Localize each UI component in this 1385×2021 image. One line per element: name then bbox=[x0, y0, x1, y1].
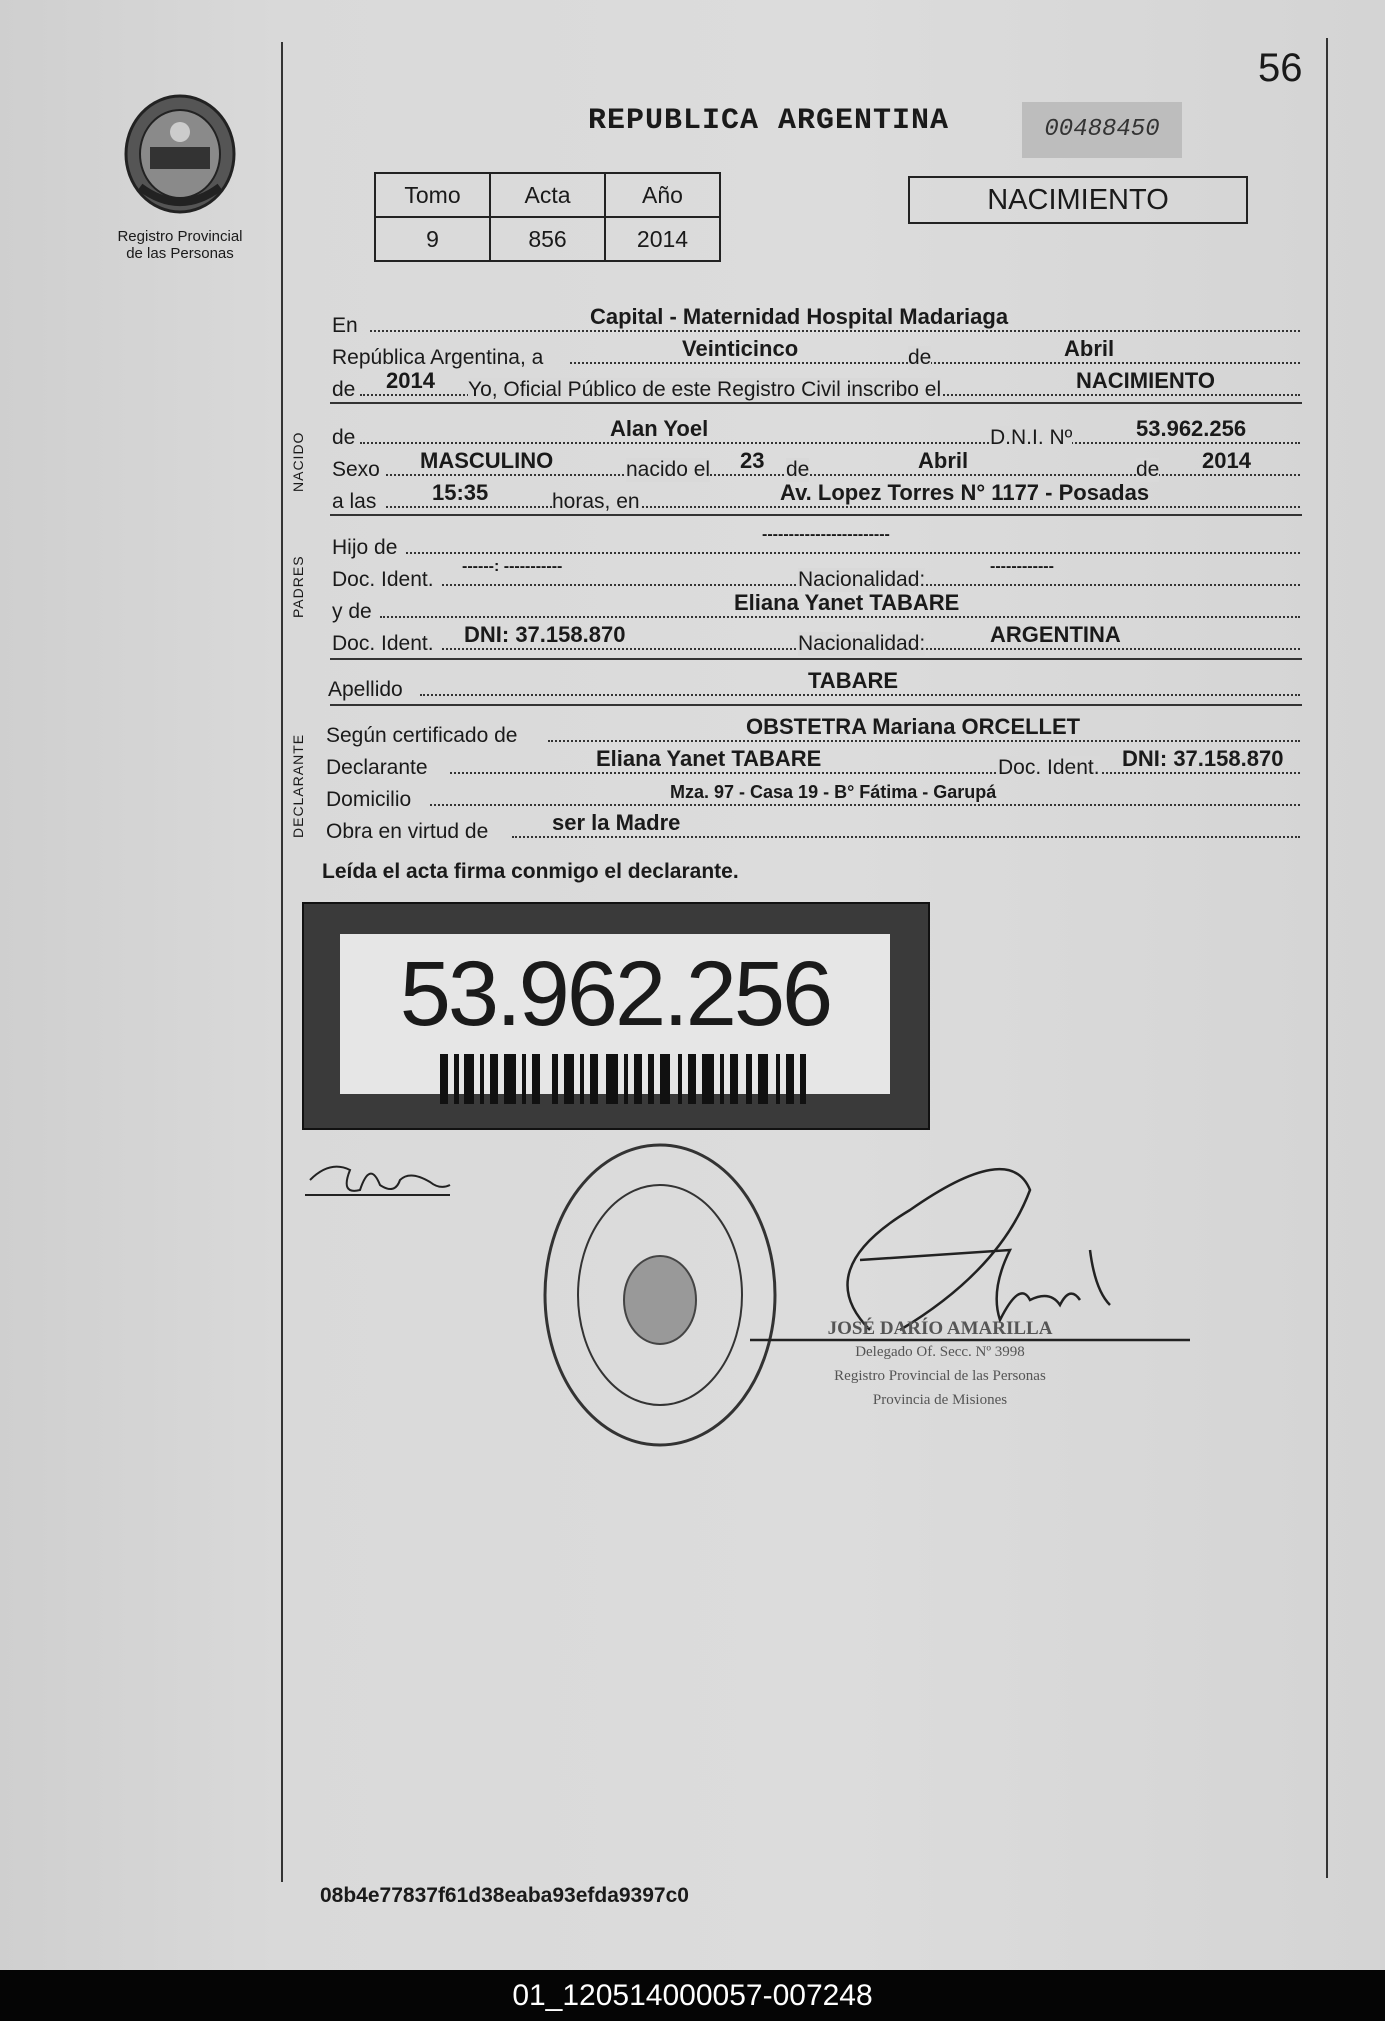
tomo-value: 9 bbox=[375, 217, 490, 261]
nacido-el-label: nacido el bbox=[626, 458, 711, 481]
line-obra bbox=[326, 810, 1300, 844]
footer-bar: 01_120514000057-007248 bbox=[0, 1970, 1385, 2021]
document-hash: 08b4e77837f61d38eaba93efda9397c0 bbox=[320, 1884, 689, 1907]
document-type-box: NACIMIENTO bbox=[908, 176, 1248, 224]
birth-year: 2014 bbox=[1202, 448, 1251, 473]
line-time bbox=[330, 480, 1300, 514]
tomo-header: Tomo bbox=[375, 173, 490, 217]
de-year-label: de bbox=[332, 378, 356, 401]
official-line3: Registro Provincial de las Personas bbox=[834, 1368, 1046, 1384]
line-mother bbox=[330, 590, 1300, 624]
line-declarant bbox=[326, 746, 1300, 780]
yo-label: Yo, Oficial Público de este Registro Civil inscribo el bbox=[468, 378, 942, 401]
declarante-value: Eliana Yanet TABARE bbox=[596, 746, 822, 771]
line-father bbox=[330, 526, 1300, 560]
separator-2 bbox=[330, 514, 1302, 516]
line-certificate bbox=[326, 714, 1300, 748]
official-stamp-icon bbox=[540, 1140, 780, 1450]
father-nat-label: Nacionalidad: bbox=[798, 568, 926, 591]
anio-header: Año bbox=[605, 173, 720, 217]
dni-sticker bbox=[302, 902, 930, 1130]
father-nationality: ------------ bbox=[990, 558, 1054, 575]
dni-sticker-inner bbox=[340, 934, 890, 1094]
country-title: REPUBLICA ARGENTINA bbox=[588, 104, 950, 138]
nacido-section-label: NACIDO bbox=[290, 431, 306, 492]
month-value: Abril bbox=[1064, 336, 1115, 361]
right-margin-line bbox=[1326, 38, 1328, 1878]
line-mother-doc bbox=[330, 622, 1300, 656]
official-line4: Provincia de Misiones bbox=[872, 1392, 1008, 1408]
provincia-de-misiones-crest-icon bbox=[110, 92, 250, 222]
dni-sticker-number: 53.962.256 bbox=[399, 943, 831, 1045]
birth-place: Av. Lopez Torres N° 1177 - Posadas bbox=[780, 480, 1150, 505]
child-name: Alan Yoel bbox=[610, 416, 709, 441]
birth-day: 23 bbox=[740, 448, 765, 473]
declarante-doc: DNI: 37.158.870 bbox=[1122, 746, 1284, 771]
line-year bbox=[330, 368, 1300, 402]
declarante-section-label: DECLARANTE bbox=[290, 733, 306, 838]
volume-table bbox=[374, 172, 721, 262]
anio-value: 2014 bbox=[605, 217, 720, 261]
apellido-value: TABARE bbox=[808, 668, 899, 693]
official-name: JOSÉ DARÍO AMARILLA bbox=[827, 1318, 1053, 1339]
mother-nationality: ARGENTINA bbox=[990, 622, 1121, 647]
act-type-value: NACIMIENTO bbox=[1076, 368, 1215, 393]
mother-nat-label: Nacionalidad: bbox=[798, 632, 926, 655]
y-de-label: y de bbox=[332, 600, 372, 623]
apellido-label: Apellido bbox=[328, 678, 403, 701]
separator-1 bbox=[330, 402, 1302, 404]
page-number: 56 bbox=[1258, 46, 1303, 90]
padres-section-label: PADRES bbox=[290, 555, 306, 618]
line-surname bbox=[328, 668, 1300, 702]
barcode-icon bbox=[440, 1054, 810, 1104]
father-name: ------------------------ bbox=[762, 526, 890, 543]
line-father-doc bbox=[330, 558, 1300, 592]
horas-label: horas, en bbox=[552, 490, 640, 513]
acta-header: Acta bbox=[490, 173, 605, 217]
domicilio-value: Mza. 97 - Casa 19 - B° Fátima - Garupá bbox=[670, 782, 997, 802]
left-margin-line bbox=[281, 42, 283, 1882]
line-sex bbox=[330, 448, 1300, 482]
place-value: Capital - Maternidad Hospital Madariaga bbox=[590, 304, 1009, 329]
declarante-doc-label: Doc. Ident. bbox=[998, 756, 1100, 779]
day-value: Veinticinco bbox=[682, 336, 799, 361]
birth-month: Abril bbox=[918, 448, 969, 473]
obra-value: ser la Madre bbox=[552, 810, 681, 835]
registry-label-line2: de las Personas bbox=[126, 245, 234, 262]
domicilio-label: Domicilio bbox=[326, 788, 412, 811]
separator-4 bbox=[330, 704, 1302, 706]
serial-number: 00488450 bbox=[1022, 102, 1182, 158]
de-label: de bbox=[908, 346, 932, 369]
mother-doc: DNI: 37.158.870 bbox=[464, 622, 626, 647]
acta-value: 856 bbox=[490, 217, 605, 261]
en-label: En bbox=[332, 314, 358, 337]
separator-3 bbox=[330, 658, 1302, 660]
cert-label: Según certificado de bbox=[326, 724, 518, 747]
birth-time: 15:35 bbox=[432, 480, 489, 505]
dni-label: D.N.I. Nº bbox=[990, 426, 1073, 449]
obra-label: Obra en virtud de bbox=[326, 820, 489, 843]
line-date bbox=[330, 336, 1300, 370]
de-day-label: de bbox=[786, 458, 810, 481]
republica-label: República Argentina, a bbox=[332, 346, 544, 369]
a-las-label: a las bbox=[332, 490, 377, 513]
de-month-label: de bbox=[1136, 458, 1160, 481]
registry-label bbox=[95, 228, 265, 262]
official-line2: Delegado Of. Secc. Nº 3998 bbox=[855, 1344, 1025, 1360]
hijo-de-label: Hijo de bbox=[332, 536, 398, 559]
declarant-signature-icon bbox=[300, 1140, 460, 1210]
mother-name: Eliana Yanet TABARE bbox=[734, 590, 960, 615]
sexo-label: Sexo bbox=[332, 458, 380, 481]
father-doc-label: Doc. Ident. bbox=[332, 568, 434, 591]
cert-value: OBSTETRA Mariana ORCELLET bbox=[746, 714, 1081, 739]
sexo-value: MASCULINO bbox=[420, 448, 554, 473]
line-name bbox=[330, 416, 1300, 450]
de-name-label: de bbox=[332, 426, 356, 449]
year-value: 2014 bbox=[386, 368, 435, 393]
declarante-label: Declarante bbox=[326, 756, 428, 779]
father-doc: ------: ----------- bbox=[462, 558, 563, 575]
line-place bbox=[330, 304, 1300, 338]
closing-statement: Leída el acta firma conmigo el declarante. bbox=[322, 860, 739, 883]
line-address bbox=[326, 782, 1300, 812]
child-dni: 53.962.256 bbox=[1136, 416, 1247, 441]
registry-label-line1: Registro Provincial bbox=[117, 228, 243, 245]
mother-doc-label: Doc. Ident. bbox=[332, 632, 434, 655]
